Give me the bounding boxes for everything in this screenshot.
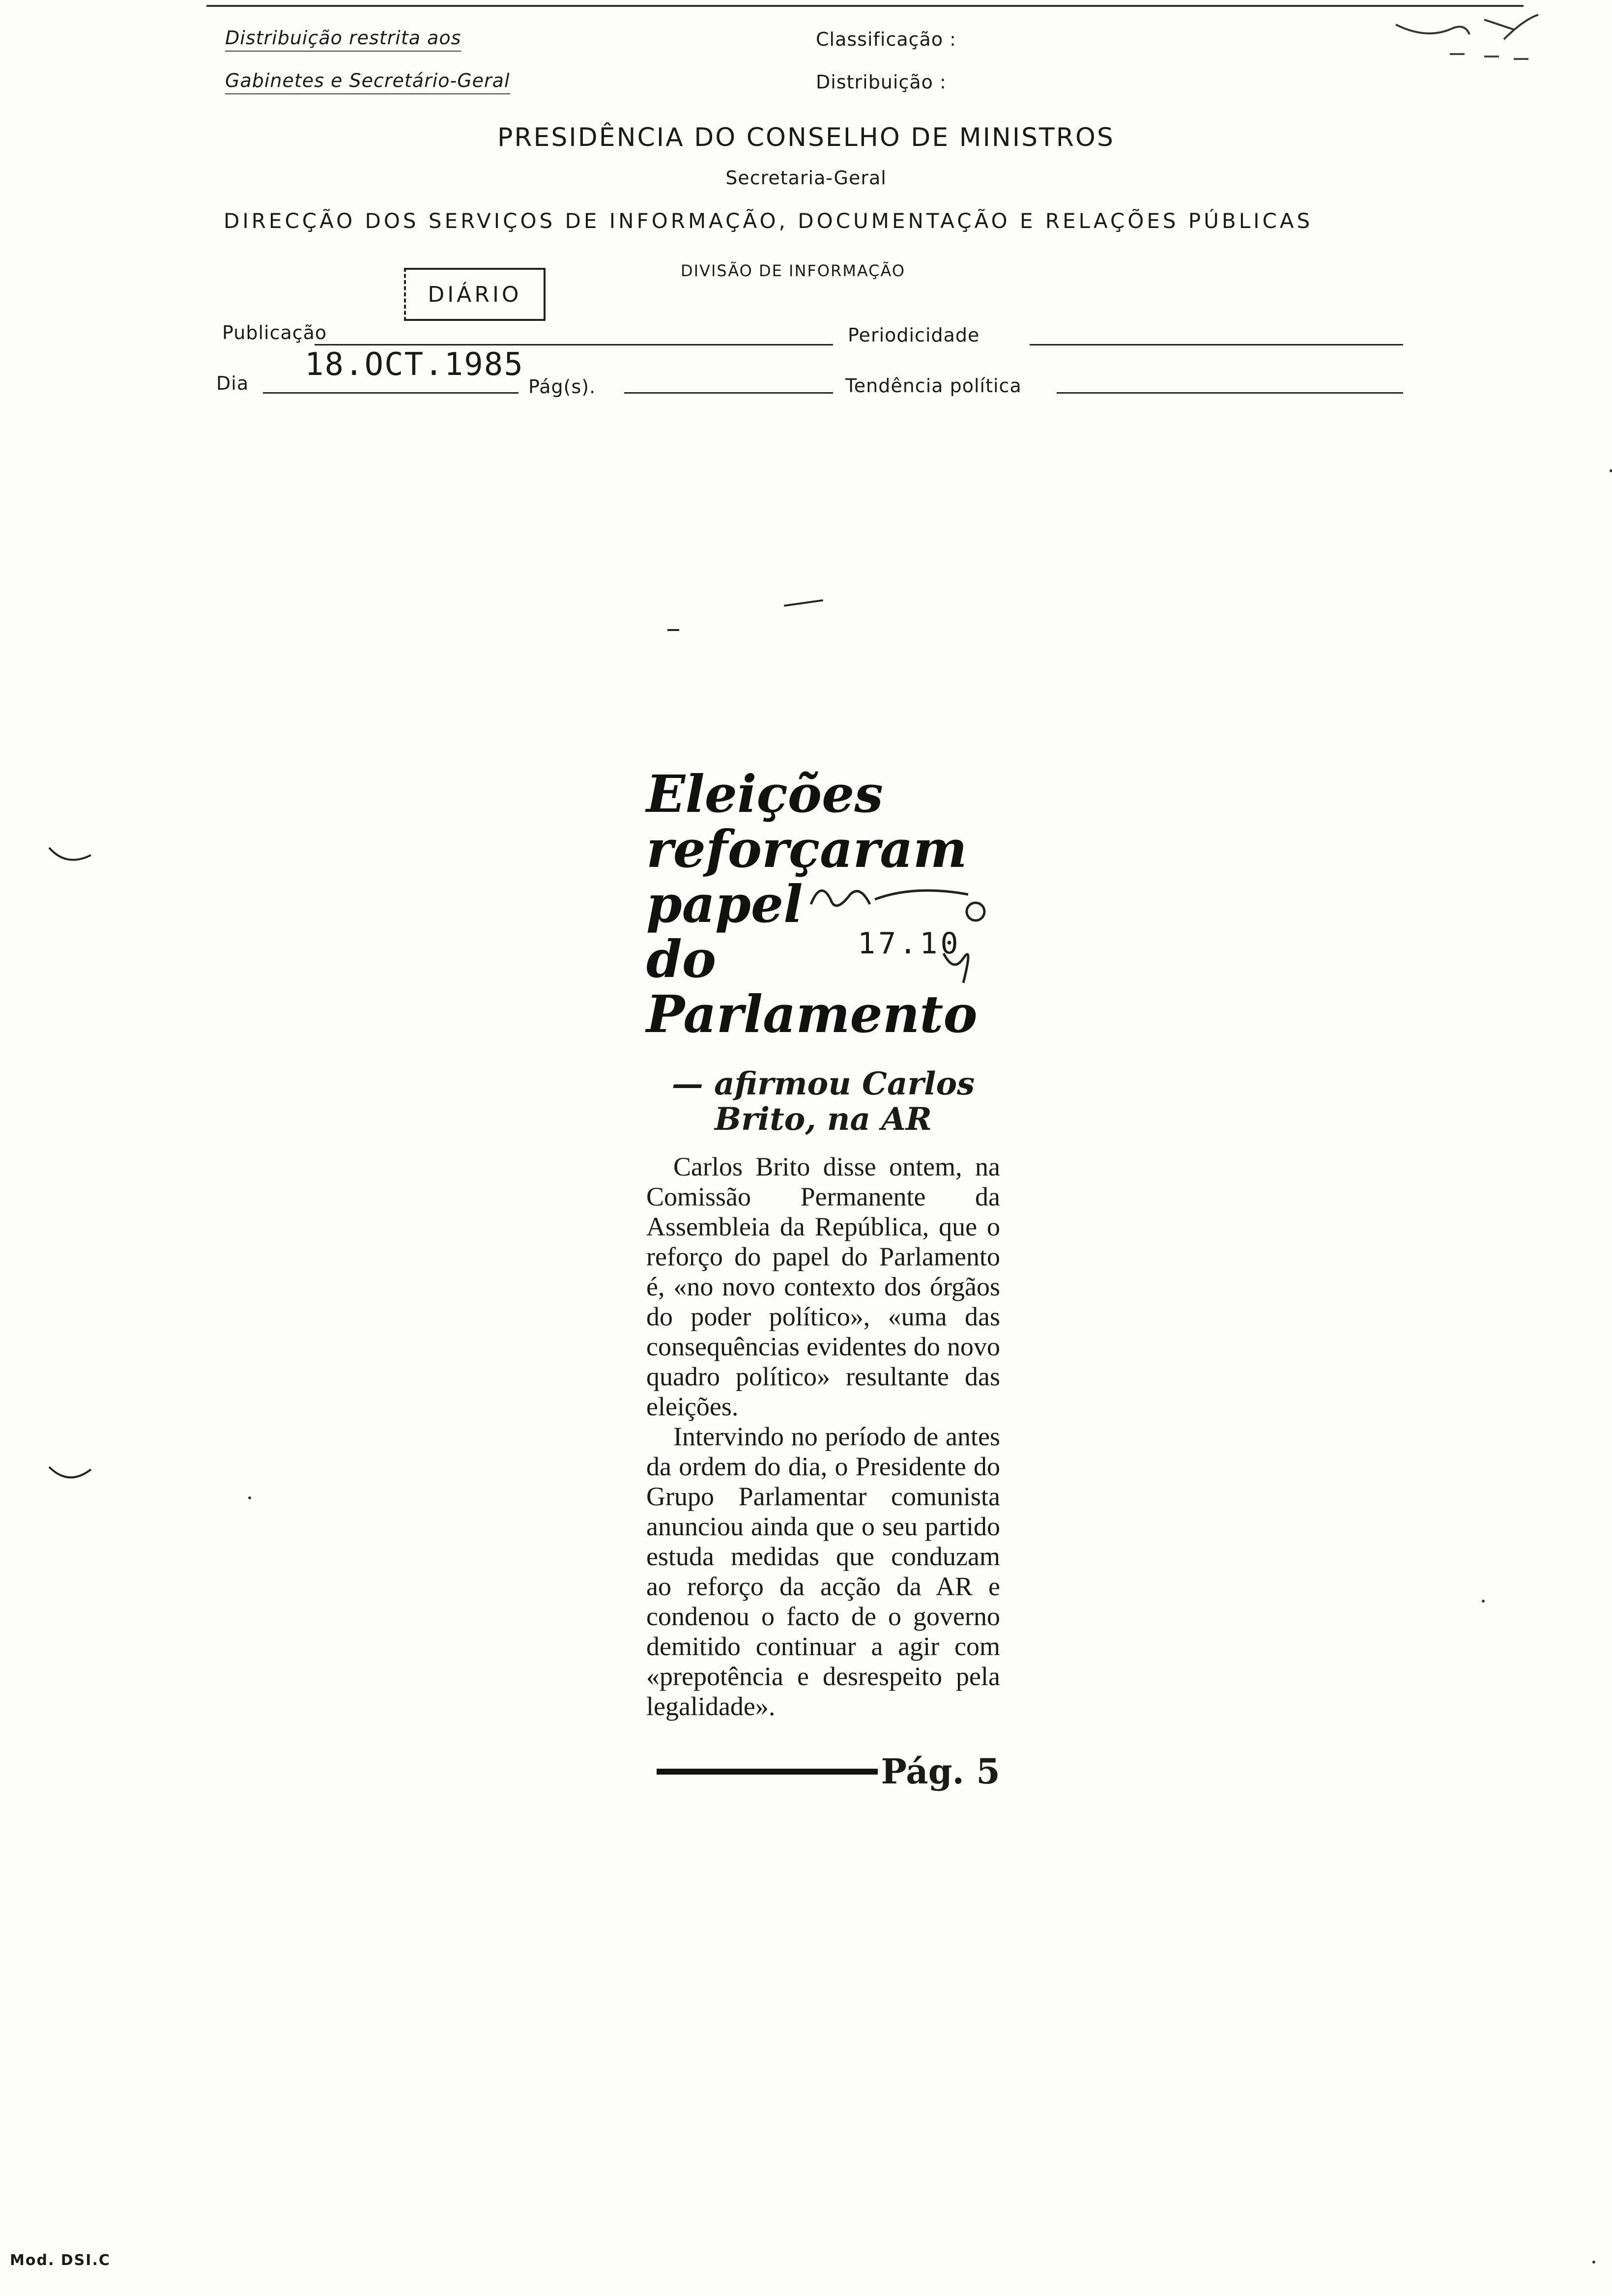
speck [1592,2261,1595,2264]
distribution-text-1: Distribuição restrita aos [225,27,461,49]
headline-line: reforçaram [646,819,967,879]
article-subhead [646,1066,1000,1137]
date-value: 18.OCT.1985 [305,346,524,383]
subhead-line: Brito, na AR [714,1101,932,1138]
publication-stamp [404,268,546,321]
handwritten-note: 17.10 [858,926,961,961]
article-body [646,1152,1000,1722]
pages-field-line [624,392,833,394]
stray-mark [667,629,679,631]
stray-mark [784,599,823,606]
form-code: Mod. DSI.C [10,2252,111,2269]
headline-line: Eleições [646,764,883,824]
page-reference-text: Pág. 5 [881,1751,1000,1792]
date-field-line [263,392,518,394]
page-reference-bar [657,1769,878,1775]
speck [248,1496,251,1499]
headline-line: do [646,929,717,989]
speck [1610,469,1612,472]
punch-hole-mark-icon [47,1464,96,1489]
distribution-text-2: Gabinetes e Secretário-Geral [225,70,510,91]
political-field-line [1057,392,1403,394]
article-paragraph: Carlos Brito disse ontem, na Comissão Permanente da Assembleia da República, que o reforço do papel do Parlamento é, «no novo contexto dos órgãos do poder político», «uma das consequências evidentes do novo quadro político» resultante das eleições. [646,1152,1000,1421]
presidency-heading: PRESIDÊNCIA DO CONSELHO DE MINISTROS [497,123,1115,152]
political-label: Tendência política [845,375,1022,397]
stamp-text: DIÁRIO [428,282,522,307]
subhead-line: — afirmou Carlos [671,1065,975,1102]
periodicity-label: Periodicidade [848,324,980,346]
headline-line: papel [646,874,803,934]
publication-field-line [315,344,833,345]
page-reference [646,1751,1000,1792]
top-border-line [206,5,1524,7]
punch-hole-mark-icon [47,845,96,870]
distribution-label: Distribuição : [816,71,947,93]
pages-label: Pág(s). [528,376,596,398]
headline-line: Parlamento [646,984,978,1044]
distribution-line-2 [225,70,510,91]
date-label: Dia [216,373,249,394]
article-paragraph: Intervindo no período de antes da ordem do dia, o Presidente do Grupo Parlamentar comunista anunciou ainda que o seu partido estuda medidas que conduzam ao reforço da acção da AR e condenou o facto de o governo demitido continuar a agir com «prepotência e desrespeito pela legalidade». [646,1422,1000,1721]
division-heading: DIVISÃO DE INFORMAÇÃO [681,261,906,280]
speck [1482,1600,1485,1603]
periodicity-field-line [1030,344,1403,345]
distribution-line-1 [225,27,461,49]
classification-label: Classificação : [816,29,956,50]
handwritten-scribble-icon [1386,10,1543,64]
secretariat-heading: Secretaria-Geral [725,167,887,189]
directorate-heading: DIRECÇÃO DOS SERVIÇOS DE INFORMAÇÃO, DOCUMENTAÇÃO E RELAÇÕES PÚBLICAS [224,209,1313,233]
publication-label: Publicação [222,322,327,344]
